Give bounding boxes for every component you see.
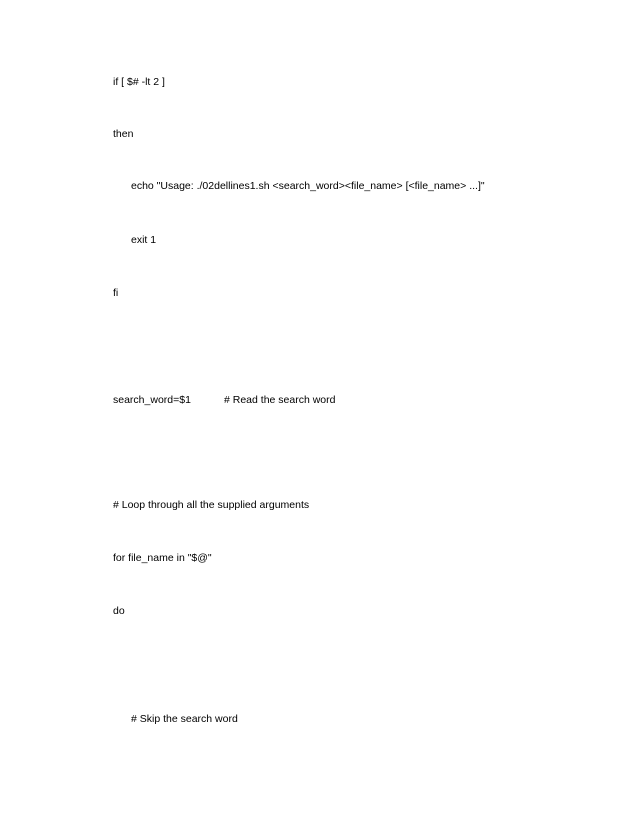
code-comment-loop: # Loop through all the supplied arguments	[113, 499, 310, 511]
code-line-search-word-assign: search_word=$1	[113, 394, 191, 406]
code-line-echo-usage: echo "Usage: ./02dellines1.sh <search_word><file_name> [<file_name> ...]"	[131, 180, 485, 192]
code-line-fi: fi	[113, 287, 119, 299]
code-comment-read-search-word: # Read the search word	[224, 394, 336, 406]
code-line-for: for file_name in "$@"	[113, 552, 212, 564]
code-line-exit: exit 1	[131, 234, 157, 246]
code-comment-skip-search-word: # Skip the search word	[131, 713, 238, 725]
code-line-if: if [ $# -lt 2 ]	[113, 76, 165, 88]
code-line-do: do	[113, 605, 125, 617]
code-line-then: then	[113, 128, 134, 140]
